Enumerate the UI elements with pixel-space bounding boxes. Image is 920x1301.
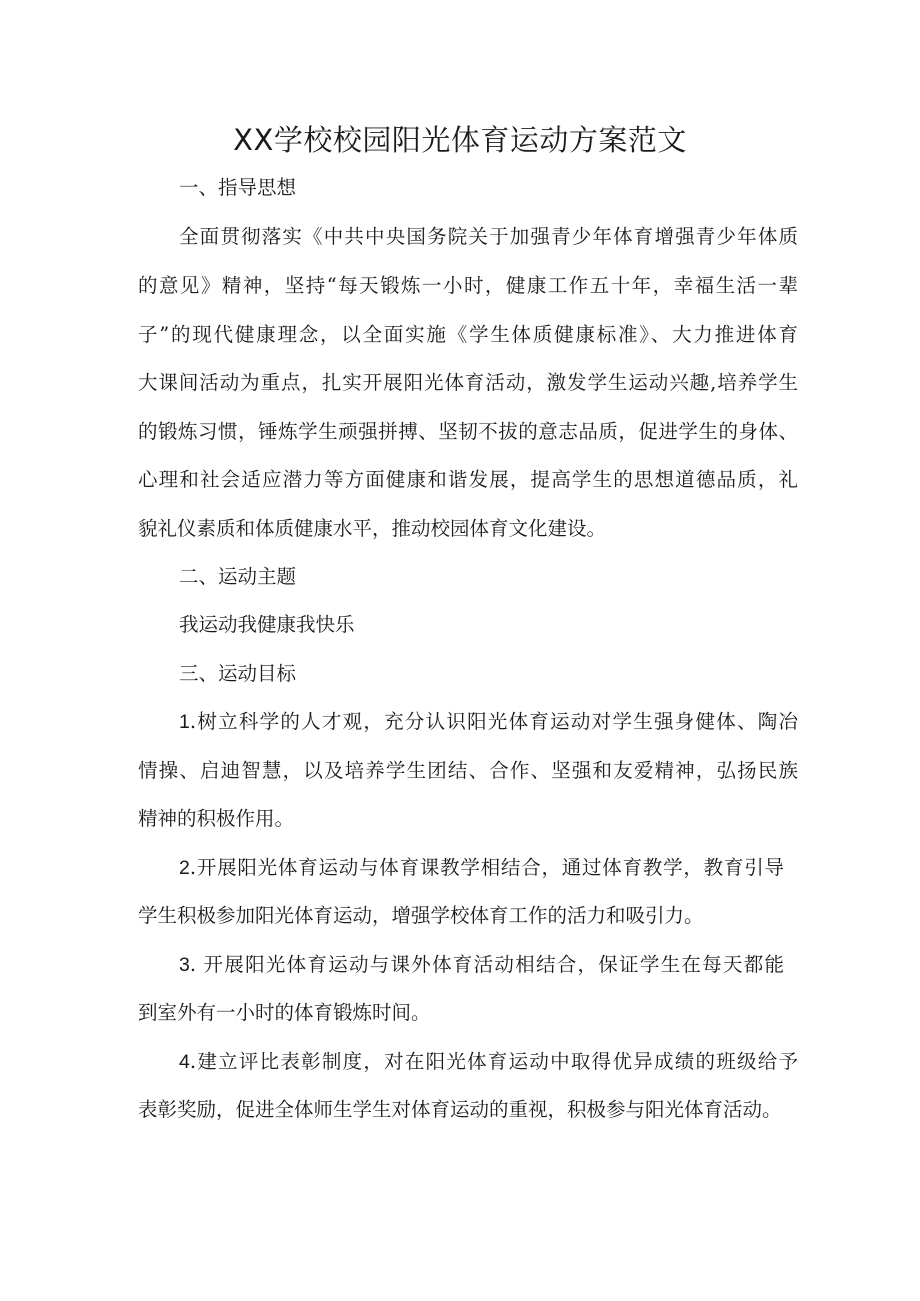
paragraph-line: 心理和社会适应潜力等方面健康和谐发展，提高学生的思想道德品质，礼 xyxy=(138,468,798,491)
goal-item-number: 3 xyxy=(179,954,190,976)
goal-item-number: 1 xyxy=(179,711,190,733)
paragraph-line: 学生积极参加阳光体育运动，增强学校体育工作的活力和吸引力。 xyxy=(138,904,704,927)
goal-item-text: .开展阳光体育运动与体育课教学相结合，通过体育教学，教育引导 xyxy=(189,856,784,879)
paragraph-line: 的锻炼习惯，锤炼学生顽强拼搏、坚韧不拔的意志品质，促进学生的身体、 xyxy=(138,420,798,443)
goal-item-4-line xyxy=(179,1047,798,1077)
goal-item-text: .建立评比表彰制度，对在阳光体育运动中取得优异成绩的班级给予 xyxy=(189,1050,798,1073)
paragraph-line: 大课间活动为重点，扎实开展阳光体育活动，激发学生运动兴趣,培养学生 xyxy=(138,371,798,394)
paragraph-line: 精神的积极作用。 xyxy=(138,807,295,830)
paragraph-line: 貌礼仪素质和体质健康水平，推动校园体育文化建设。 xyxy=(138,517,607,540)
section-heading-sports-theme: 二、运动主题 xyxy=(179,565,297,588)
goal-item-3-line xyxy=(179,950,784,980)
paragraph-line: 的意见》精神，坚持“每天锻炼一小时，健康工作五十年，幸福生活一辈 xyxy=(138,274,798,297)
paragraph-line: 情操、启迪智慧，以及培养学生团结、合作、坚强和友爱精神，弘扬民族 xyxy=(138,759,798,782)
goal-item-number: 4 xyxy=(179,1051,190,1073)
goal-item-number: 2 xyxy=(179,857,190,879)
document-title: XX学校校园阳光体育运动方案范文 xyxy=(233,123,687,157)
goal-item-text: . 开展阳光体育运动与课外体育活动相结合，保证学生在每天都能 xyxy=(189,953,784,976)
paragraph-line: 全面贯彻落实《中共中央国务院关于加强青少年体育增强青少年体质 xyxy=(179,225,798,248)
section-heading-guiding-ideology: 一、指导思想 xyxy=(179,176,297,199)
paragraph-line: 表彰奖励，促进全体师生学生对体育运动的重视，积极参与阳光体育活动。 xyxy=(138,1098,782,1121)
section-heading-sports-goals: 三、运动目标 xyxy=(179,662,297,685)
goal-item-1-line xyxy=(179,707,798,737)
paragraph-line: 到室外有一小时的体育锻炼时间。 xyxy=(138,1001,431,1024)
paragraph-line: 子”的现代健康理念，以全面实施《学生体质健康标准》、大力推进体育 xyxy=(138,323,798,346)
goal-item-2-line xyxy=(179,853,784,883)
theme-text: 我运动我健康我快乐 xyxy=(179,613,355,636)
goal-item-text: .树立科学的人才观，充分认识阳光体育运动对学生强身健体、陶冶 xyxy=(189,710,798,733)
